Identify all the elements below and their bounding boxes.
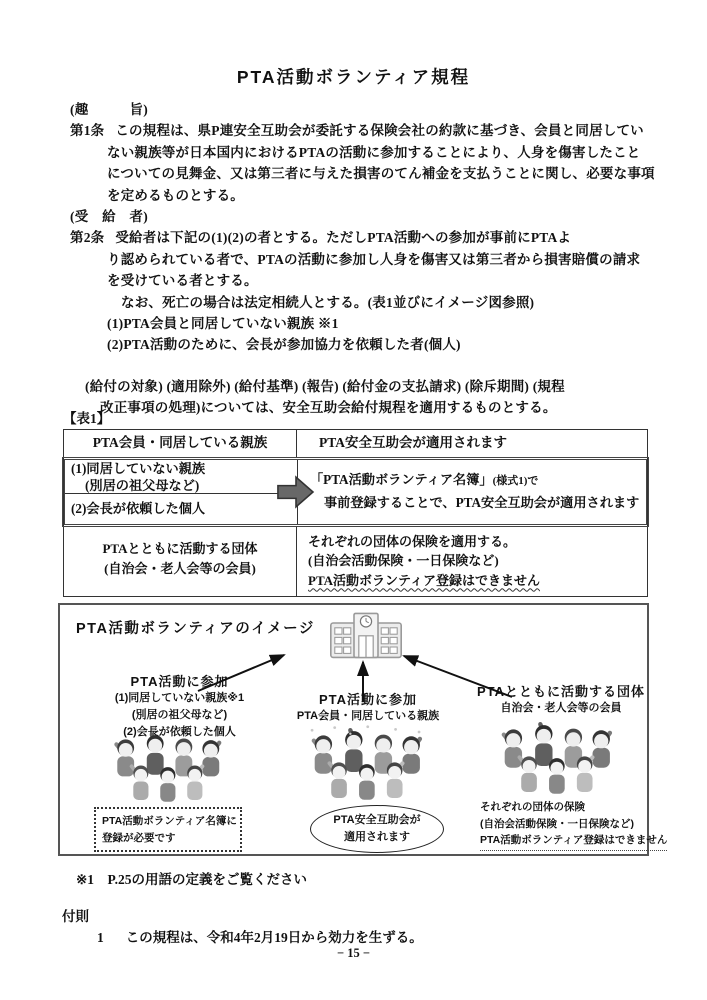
community-group-illustration [490, 719, 622, 799]
article-1-text-3: についての見舞金、又は第三者に与えた損害のてん補金を支払うことに関し、必要な事項 [107, 166, 655, 182]
shushi-heading: (趣 旨) [70, 102, 148, 117]
article-2-number: 第2条 [70, 230, 105, 246]
article-1-text-4: を定めるものとする。 [107, 187, 244, 203]
table-row [64, 430, 647, 457]
page-number: − 15 − [337, 946, 370, 960]
middle-group-heading: PTA活動に参加 [318, 692, 418, 707]
row3-right-line2: (自治会活動保険・一日保険など) [308, 553, 499, 569]
left-group-heading: PTA活動に参加 [130, 674, 229, 689]
table-row [64, 459, 647, 525]
article-1-text-1: この規程は、県P連安全互助会が委託する保険会社の約款に基づき、会員と同居してい [115, 123, 644, 139]
left-group-line2: (別居の祖父母など) [131, 709, 228, 721]
table-row2-left-bottom: (2)会長が依頼した個人 [71, 501, 206, 516]
middle-group-sub: PTA会員・同居している親族 [296, 710, 440, 722]
left-group-line1: (1)同居していない親族※1 [114, 692, 245, 704]
right-note-line2: (自治会活動保険・一日保険など) [480, 817, 634, 830]
article-2-item-1: (1)PTA会員と同居していない親族 ※1 [107, 316, 339, 332]
kyufu-text-2: 改正事項の処理)については、安全互助会給付規程を適用するものとする。 [100, 400, 557, 416]
furoku-item-number: 1 [97, 930, 104, 945]
table-1 [63, 429, 648, 597]
table-row3-right-cell [297, 527, 647, 596]
right-note-line3 [480, 832, 668, 851]
row3-left-line1: PTAとともに活動する団体 [102, 541, 258, 556]
left-note-line2: 登録が必要です [102, 831, 176, 844]
article-2-text-3: を受けている者とする。 [107, 273, 258, 289]
row3-right-line3-text: PTA活動ボランティア登録はできません [308, 572, 540, 588]
article-2-text-1: 受給者は下記の(1)(2)の者とする。ただしPTA活動への参加が事前にPTAよ [115, 230, 572, 246]
table-row2-right-cell [298, 460, 646, 524]
table-row2-left-top [65, 460, 297, 494]
image-diagram [58, 603, 668, 856]
article-2-text-2: り認められている者で、PTAの活動に参加し人身を傷害又は第三者から損害賠償の請求 [107, 251, 641, 267]
row2-right-line2: 事前登録することで、PTA安全互助会が適用されます [324, 495, 640, 510]
table-row3-left-cell [64, 527, 297, 596]
right-group-heading: PTAとともに活動する団体 [476, 684, 646, 699]
row2-right-line1 [298, 469, 646, 492]
row2-left-top-line2: (別居の祖父母など) [85, 477, 200, 493]
article-1-number: 第1条 [70, 123, 105, 139]
table-row1-right-cell: PTA安全互助会が適用されます [319, 435, 507, 450]
row2-right-line1-form: (様式1)で [492, 475, 539, 487]
article-2-item-2: (2)PTA活動のために、会長が参加協力を依頼した者(個人) [107, 337, 461, 353]
table-row [64, 527, 647, 596]
table-row2-left-cell [65, 460, 298, 524]
row3-right-line3 [308, 571, 647, 590]
diagram-title: PTA活動ボランティアのイメージ [76, 621, 315, 637]
middle-group-bubble [310, 805, 444, 853]
row2-left-top-line1: (1)同居していない親族 [71, 461, 206, 476]
right-note-line3-text: PTA活動ボランティア登録はできません [480, 832, 667, 851]
diagram-right-group-label [472, 681, 650, 717]
row2-right-line1-main: 「PTA活動ボランティア名簿」 [310, 472, 493, 487]
paragraph-gap [70, 356, 655, 376]
left-group-line3: (2)会長が依頼した個人 [123, 726, 236, 738]
furoku-item [97, 926, 423, 946]
kyufu-text-1: (給付の対象) (適用除外) (給付基準) (報告) (給付金の支払請求) (除斥期間) (規程 [85, 378, 565, 394]
article-1-text-2: ない親族等が日本国内におけるPTAの活動に参加することにより、人身を傷害したこと [107, 144, 641, 160]
family-group-illustration [108, 729, 226, 807]
block-arrow-icon [277, 475, 315, 509]
right-note-line1: それぞれの団体の保険 [480, 801, 585, 813]
row3-right-line1: それぞれの団体の保険を適用する。 [308, 534, 517, 549]
furoku-heading: 付則 [62, 909, 89, 924]
furoku-item-text: この規程は、令和4年2月19日から効力を生ずる。 [125, 930, 423, 945]
article-1-line-1 [70, 120, 655, 141]
jukyusha-heading: (受 給 者) [70, 209, 148, 225]
left-note-line1: PTA活動ボランティア名簿に [102, 815, 237, 827]
left-group-note-box [94, 807, 242, 852]
table-caption: 【表1】 [63, 411, 111, 426]
bubble-line2: 適用されます [344, 831, 410, 843]
footnote: ※1 P.25の用語の定義をご覧ください [76, 872, 307, 887]
article-2-text-4: なお、死亡の場合は法定相続人とする。(表1並びにイメージ図参照) [121, 294, 535, 310]
row3-left-line2: (自治会・老人会等の会員) [104, 561, 256, 576]
page-title: PTA活動ボランティア規程 [236, 67, 471, 87]
pta-members-illustration [298, 725, 434, 805]
bubble-line1: PTA安全互助会が [333, 814, 421, 826]
body-text [70, 99, 655, 419]
right-group-sub: 自治会・老人会等の会員 [500, 702, 622, 714]
right-group-notes [480, 799, 668, 851]
article-2-line-1 [70, 227, 655, 248]
table-row1-left-cell: PTA会員・同居している親族 [64, 430, 297, 457]
diagram-middle-group-label [288, 689, 448, 725]
